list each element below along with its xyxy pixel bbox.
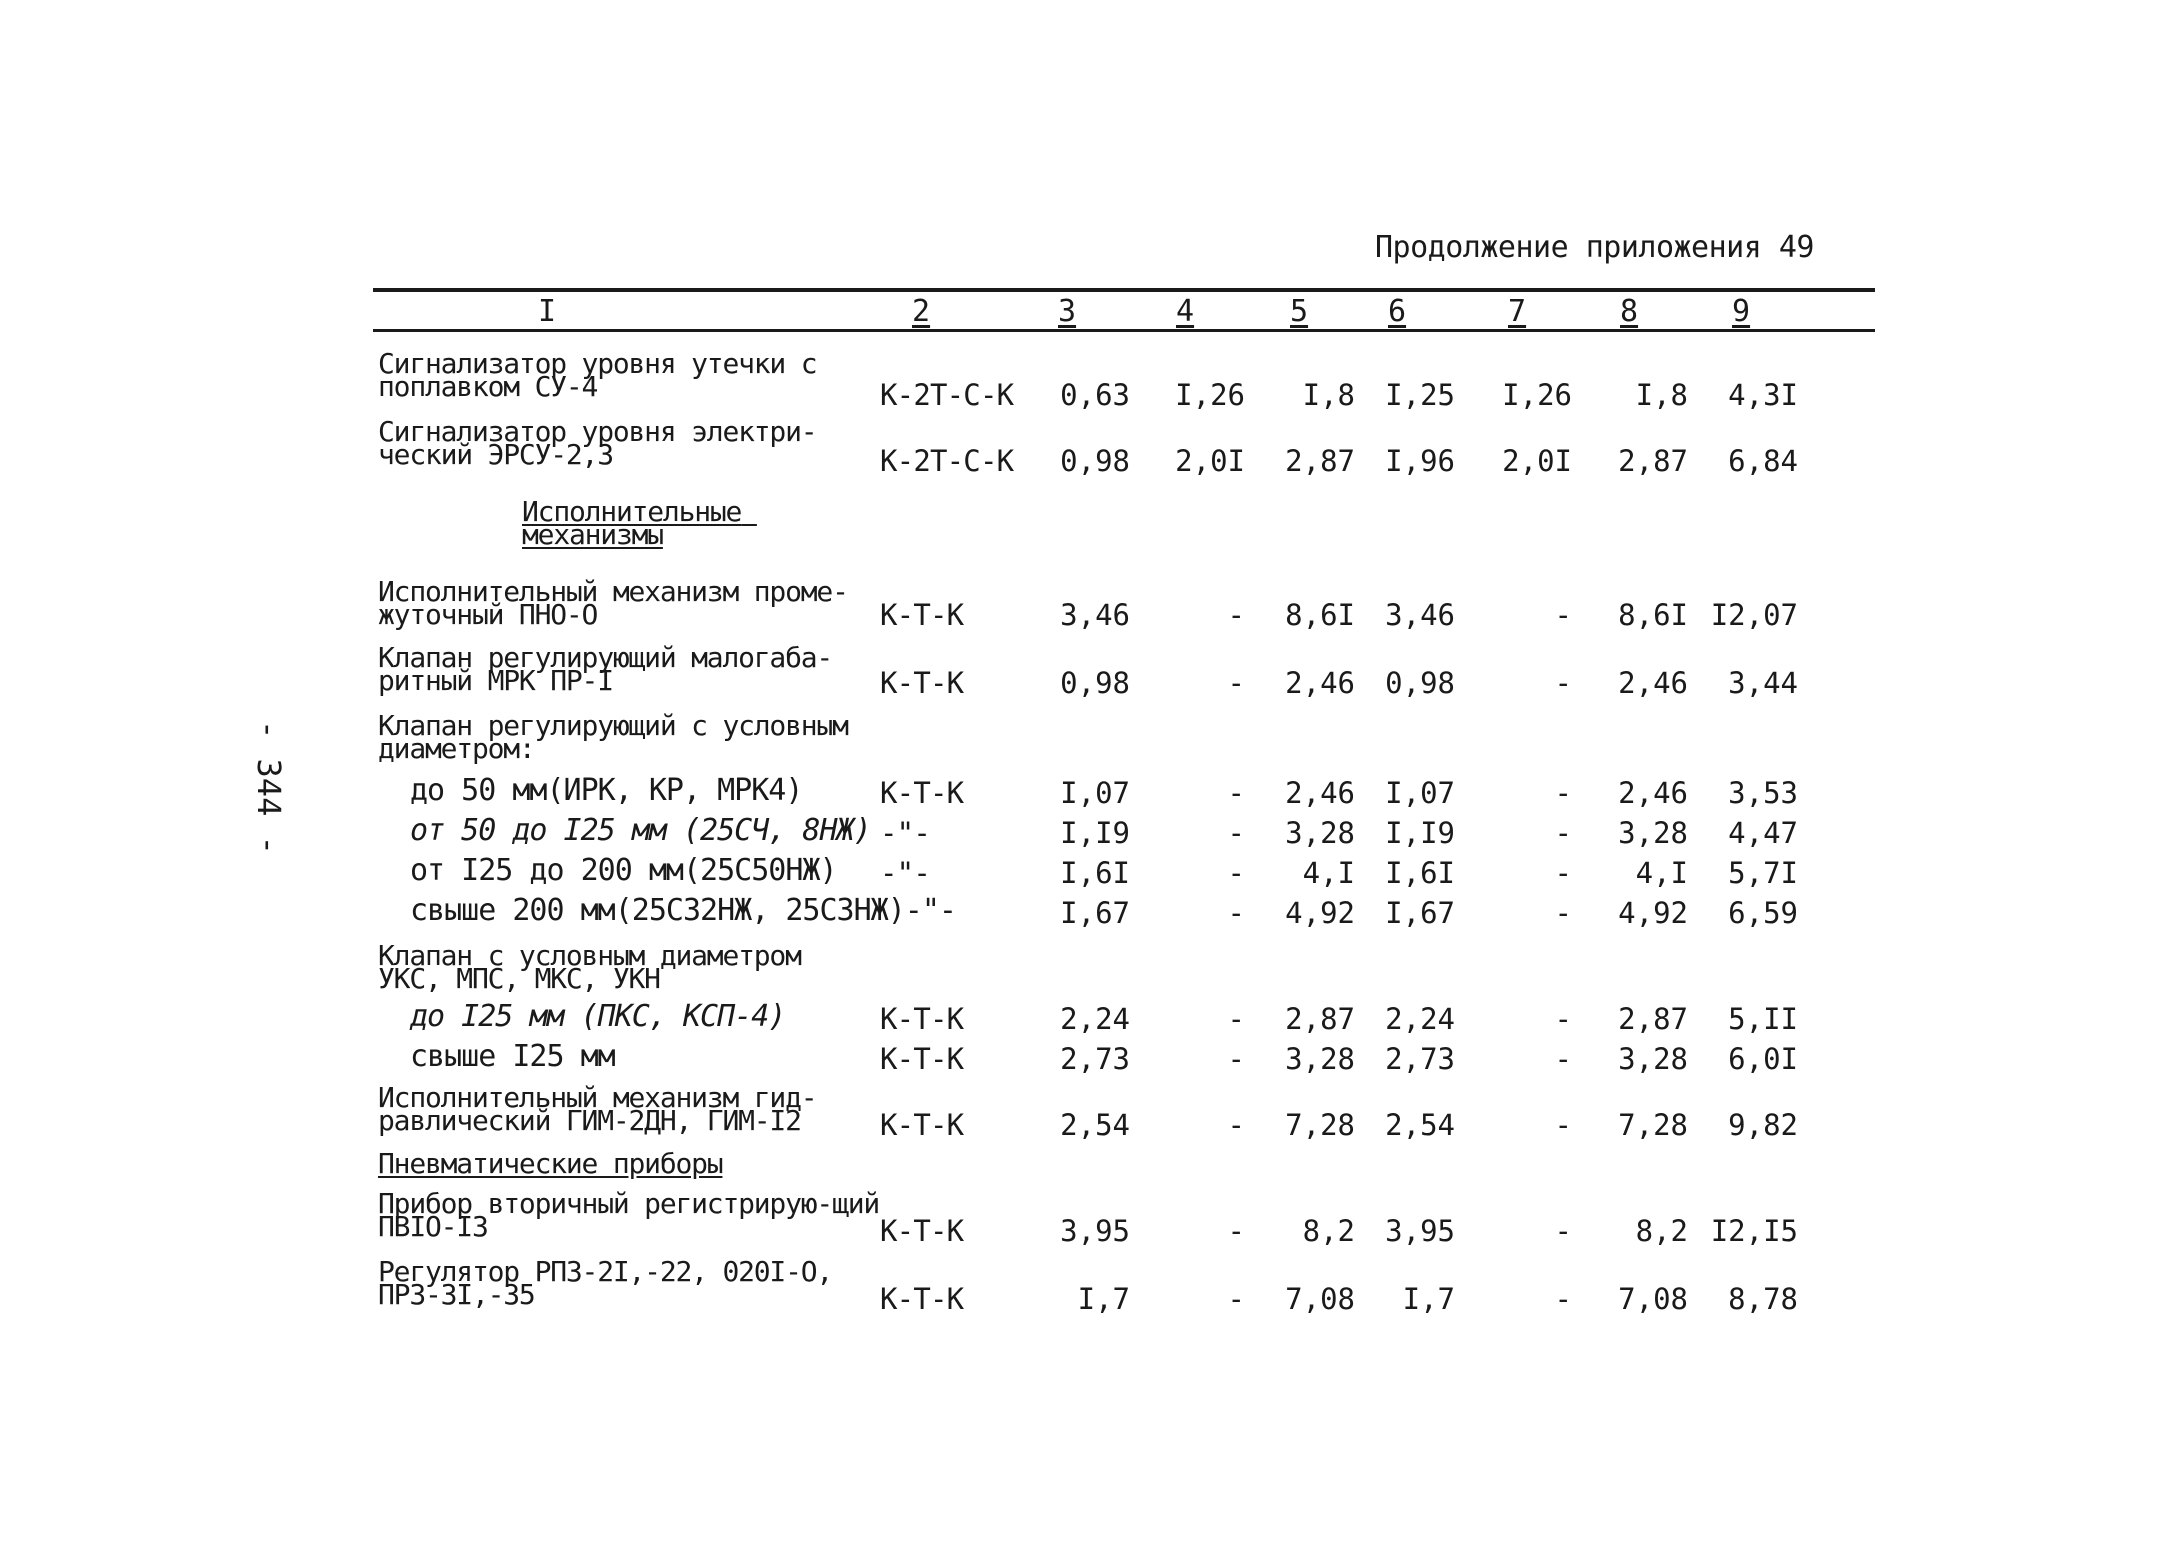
- cell-col8: 7,08: [1618, 1282, 1688, 1316]
- cell-col3: 3,46: [1060, 598, 1130, 632]
- cell-col7: 2,0I: [1502, 444, 1572, 478]
- group-title: Клапан регулирующий с условным диаметром:: [378, 709, 864, 765]
- cell-col6: 3,95: [1385, 1214, 1455, 1248]
- cell-col8: 3,28: [1618, 816, 1688, 850]
- cell-col5: 3,28: [1285, 1042, 1355, 1076]
- cell-col8: 4,I: [1635, 856, 1688, 890]
- column-header-4: 4: [1176, 294, 1195, 329]
- column-header-8: 8: [1620, 294, 1639, 329]
- row-code: -"-: [880, 816, 930, 850]
- cell-col7: -: [1554, 1282, 1572, 1316]
- cell-col4: -: [1227, 1214, 1245, 1248]
- row-code: -"-: [880, 856, 930, 890]
- cell-col3: 0,63: [1060, 378, 1130, 412]
- cell-col7: -: [1554, 816, 1572, 850]
- cell-col8: I,8: [1635, 378, 1688, 412]
- cell-col3: I,07: [1060, 776, 1130, 810]
- cell-col3: I,6I: [1060, 856, 1130, 890]
- cell-col9: 5,II: [1728, 1002, 1798, 1036]
- column-header-9: 9: [1732, 294, 1751, 329]
- cell-col3: 2,24: [1060, 1002, 1130, 1036]
- cell-col6: 0,98: [1385, 666, 1455, 700]
- cell-col8: 8,6I: [1618, 598, 1688, 632]
- continuation-caption: Продолжение приложения 49: [1374, 230, 1814, 265]
- cell-col5: 8,2: [1302, 1214, 1355, 1248]
- row-name: свыше 200 мм(25С32НЖ, 25С3НЖ)-"-: [410, 893, 956, 928]
- column-header-6: 6: [1388, 294, 1407, 329]
- cell-col8: 2,87: [1618, 1002, 1688, 1036]
- cell-col7: -: [1554, 896, 1572, 930]
- cell-col5: 3,28: [1285, 816, 1355, 850]
- cell-col8: 8,2: [1635, 1214, 1688, 1248]
- cell-col6: I,7: [1402, 1282, 1455, 1316]
- cell-col5: 4,I: [1302, 856, 1355, 890]
- cell-col7: -: [1554, 1108, 1572, 1142]
- cell-col6: 2,73: [1385, 1042, 1455, 1076]
- cell-col3: 2,54: [1060, 1108, 1130, 1142]
- row-code: К-Т-К: [880, 1002, 964, 1036]
- cell-col7: -: [1554, 1214, 1572, 1248]
- cell-col4: -: [1227, 776, 1245, 810]
- row-name: Сигнализатор уровня электри-ческий ЭРСУ-2,3: [378, 415, 817, 471]
- cell-col5: 2,46: [1285, 776, 1355, 810]
- cell-col9: 3,44: [1728, 666, 1798, 700]
- cell-col6: I,I9: [1385, 816, 1455, 850]
- row-code: К-2Т-С-К: [880, 444, 1014, 478]
- row-name: Регулятор РПЗ-2I,-22, 020I-О, ПРЗ-3I,-35: [378, 1255, 848, 1311]
- row-name: Исполнительный механизм проме-жуточный ПНО-О: [378, 575, 848, 631]
- row-name: Прибор вторичный регистрирую-щий ПВIО-I3: [378, 1187, 895, 1243]
- row-code: К-Т-К: [880, 598, 964, 632]
- cell-col5: I,8: [1302, 378, 1355, 412]
- row-name: Клапан регулирующий малогаба-ритный МРК ПР-I: [378, 641, 833, 697]
- cell-col6: I,25: [1385, 378, 1455, 412]
- cell-col7: I,26: [1502, 378, 1572, 412]
- cell-col9: I2,07: [1710, 598, 1798, 632]
- cell-col6: I,67: [1385, 896, 1455, 930]
- cell-col9: 3,53: [1728, 776, 1798, 810]
- cell-col3: 2,73: [1060, 1042, 1130, 1076]
- cell-col6: I,07: [1385, 776, 1455, 810]
- table-header-rule: [373, 329, 1875, 332]
- cell-col9: 8,78: [1728, 1282, 1798, 1316]
- cell-col7: -: [1554, 1002, 1572, 1036]
- row-name: до I25 мм (ПКС, КСП-4): [410, 999, 786, 1034]
- row-name: от I25 до 200 мм(25С50НЖ): [410, 853, 837, 888]
- cell-col5: 8,6I: [1285, 598, 1355, 632]
- page-number: - 344 -: [250, 720, 288, 855]
- cell-col7: -: [1554, 598, 1572, 632]
- row-name: до 50 мм(ИРК, КР, МРК4): [410, 773, 803, 808]
- row-name: Сигнализатор уровня утечки с поплавком СУ-4: [378, 347, 833, 403]
- cell-col4: -: [1227, 666, 1245, 700]
- cell-col9: 6,0I: [1728, 1042, 1798, 1076]
- row-name: Исполнительный механизм гид-равлический ГИМ-2ДН, ГИМ-I2: [378, 1081, 817, 1137]
- cell-col3: 0,98: [1060, 666, 1130, 700]
- cell-col3: 3,95: [1060, 1214, 1130, 1248]
- cell-col6: I,96: [1385, 444, 1455, 478]
- cell-col4: -: [1227, 896, 1245, 930]
- cell-col9: I2,I5: [1710, 1214, 1798, 1248]
- cell-col4: -: [1227, 1108, 1245, 1142]
- cell-col4: I,26: [1175, 378, 1245, 412]
- cell-col9: 9,82: [1728, 1108, 1798, 1142]
- cell-col5: 7,28: [1285, 1108, 1355, 1142]
- cell-col7: -: [1554, 1042, 1572, 1076]
- cell-col3: I,7: [1077, 1282, 1130, 1316]
- cell-col6: I,6I: [1385, 856, 1455, 890]
- cell-col9: 5,7I: [1728, 856, 1798, 890]
- row-code: К-Т-К: [880, 776, 964, 810]
- cell-col4: -: [1227, 598, 1245, 632]
- cell-col8: 7,28: [1618, 1108, 1688, 1142]
- cell-col8: 2,87: [1618, 444, 1688, 478]
- column-header-1: I: [538, 294, 557, 329]
- cell-col8: 2,46: [1618, 776, 1688, 810]
- cell-col5: 7,08: [1285, 1282, 1355, 1316]
- cell-col9: 4,3I: [1728, 378, 1798, 412]
- cell-col5: 2,46: [1285, 666, 1355, 700]
- row-code: К-2Т-С-К: [880, 378, 1014, 412]
- cell-col6: 3,46: [1385, 598, 1455, 632]
- cell-col3: I,I9: [1060, 816, 1130, 850]
- cell-col5: 4,92: [1285, 896, 1355, 930]
- cell-col4: 2,0I: [1175, 444, 1245, 478]
- cell-col7: -: [1554, 666, 1572, 700]
- row-code: К-Т-К: [880, 1108, 964, 1142]
- cell-col9: 6,59: [1728, 896, 1798, 930]
- cell-col4: -: [1227, 1002, 1245, 1036]
- cell-col9: 6,84: [1728, 444, 1798, 478]
- column-header-3: 3: [1058, 294, 1077, 329]
- row-code: К-Т-К: [880, 666, 964, 700]
- cell-col4: -: [1227, 1282, 1245, 1316]
- cell-col4: -: [1227, 1042, 1245, 1076]
- group-title: Клапан с условным диаметром УКС, МПС, МКС, УКН: [378, 939, 817, 995]
- column-header-2: 2: [912, 294, 931, 329]
- cell-col5: 2,87: [1285, 444, 1355, 478]
- cell-col6: 2,24: [1385, 1002, 1455, 1036]
- cell-col7: -: [1554, 776, 1572, 810]
- section-title: Исполнительные механизмы: [522, 495, 757, 551]
- row-name: свыше I25 мм: [410, 1039, 615, 1074]
- cell-col4: -: [1227, 816, 1245, 850]
- row-code: К-Т-К: [880, 1042, 964, 1076]
- row-code: К-Т-К: [880, 1282, 964, 1316]
- cell-col8: 2,46: [1618, 666, 1688, 700]
- cell-col5: 2,87: [1285, 1002, 1355, 1036]
- cell-col8: 3,28: [1618, 1042, 1688, 1076]
- cell-col4: -: [1227, 856, 1245, 890]
- row-code: К-Т-К: [880, 1214, 964, 1248]
- row-name: от 50 до I25 мм (25СЧ, 8НЖ): [410, 813, 871, 848]
- section-title: Пневматические приборы: [378, 1147, 723, 1180]
- column-header-7: 7: [1508, 294, 1527, 329]
- cell-col8: 4,92: [1618, 896, 1688, 930]
- cell-col6: 2,54: [1385, 1108, 1455, 1142]
- cell-col9: 4,47: [1728, 816, 1798, 850]
- table-top-rule: [373, 288, 1875, 292]
- cell-col3: 0,98: [1060, 444, 1130, 478]
- cell-col3: I,67: [1060, 896, 1130, 930]
- cell-col7: -: [1554, 856, 1572, 890]
- column-header-5: 5: [1290, 294, 1309, 329]
